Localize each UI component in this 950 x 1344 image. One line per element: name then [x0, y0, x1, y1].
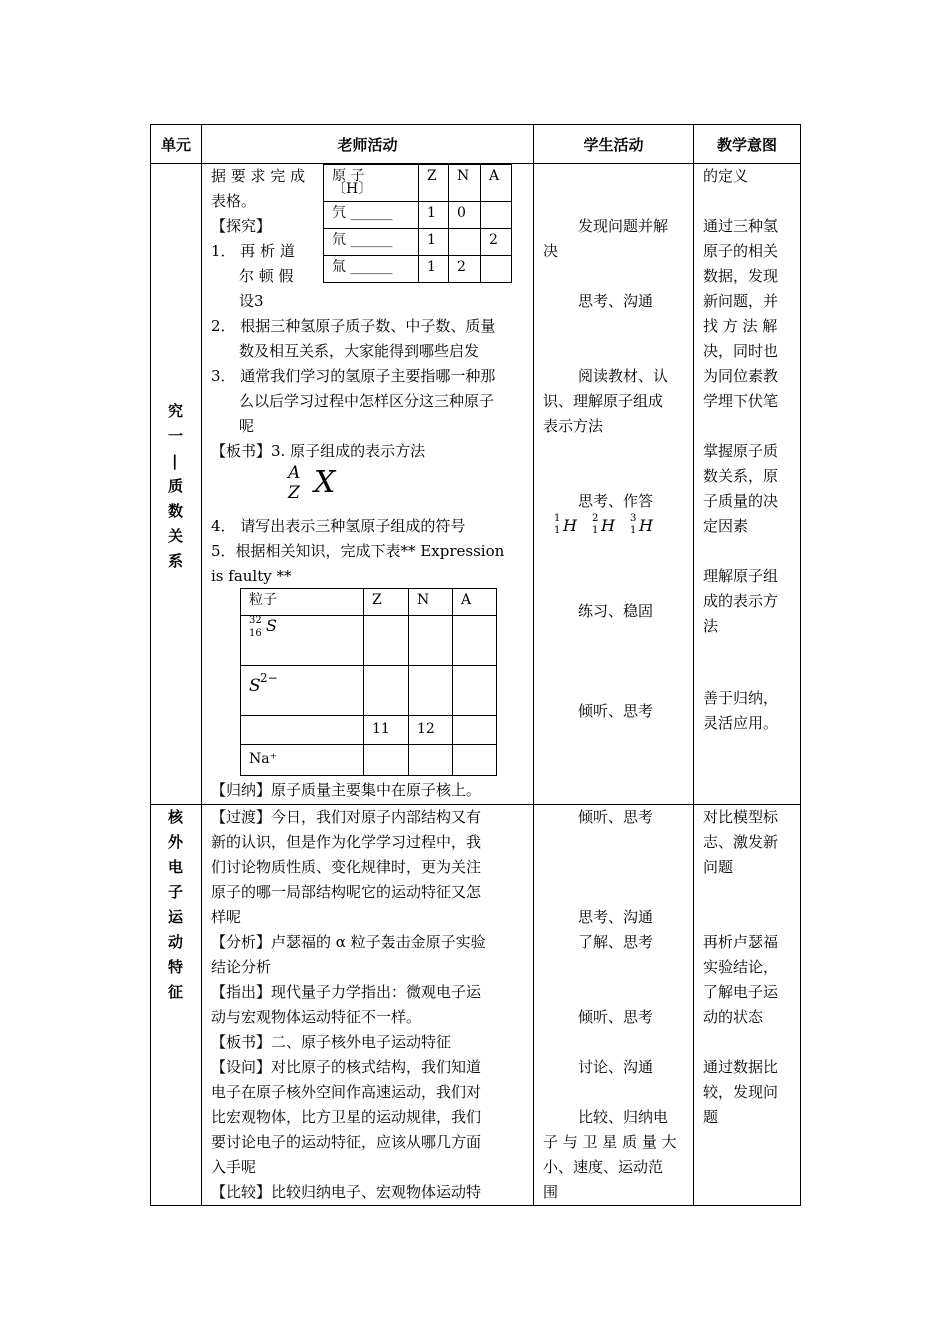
intent-text: 实验结论，: [703, 958, 779, 976]
teacher-text: 们讨论物质性质、变化规律时，更为关注: [211, 858, 482, 876]
teacher-text: 【板书】二、原子核外电子运动特征: [211, 1033, 452, 1051]
student-text: 倾听、思考: [578, 1008, 654, 1026]
student-text: 阅读教材、认: [578, 367, 669, 385]
particle-header: A: [453, 589, 497, 616]
header-intent: 教学意图: [694, 125, 801, 164]
student-text: 表示方法: [543, 417, 604, 435]
teacher-text: 表格。: [211, 192, 257, 210]
student-text: 思考、沟通: [578, 908, 654, 926]
header-row: [151, 125, 801, 164]
student-cell-2: [534, 805, 694, 1206]
header-student: 学生活动: [534, 125, 694, 164]
teacher-text: 1． 再 析 道: [211, 242, 295, 260]
sulfur-32-symbol: 32 16 S: [249, 615, 277, 639]
teacher-cell-2: [202, 805, 534, 1206]
unit-char: 系: [168, 552, 184, 570]
teacher-text: 要讨论电子的运动特征，应该从哪几方面: [211, 1133, 482, 1151]
intent-text: 学埋下伏笔: [703, 392, 779, 410]
teacher-text: 原子的哪一局部结构呢它的运动特征又怎: [211, 883, 482, 901]
particle-table: [240, 588, 497, 776]
student-text: 小、速度、运动范: [543, 1158, 664, 1176]
h-table-header-z: Z: [419, 165, 449, 202]
nuclide-formula: A Z X: [288, 463, 336, 503]
intent-text: 掌握原子质: [703, 442, 779, 460]
particle-row: 11 12: [241, 716, 497, 745]
unit-char: 一: [168, 427, 184, 445]
teacher-text: 么以后学习过程中怎样区分这三种原子: [239, 392, 495, 410]
unit-char: |: [172, 452, 178, 470]
student-text: 子 与 卫 星 质 量 大: [543, 1133, 677, 1151]
unit-char: 电: [168, 858, 184, 876]
intent-text: 问题: [703, 858, 734, 876]
teacher-text: 样呢: [211, 908, 242, 926]
intent-text: 对比模型标: [703, 808, 779, 826]
unit-cell-1: [151, 164, 202, 805]
teacher-text: 【设问】对比原子的核式结构，我们知道: [211, 1058, 482, 1076]
intent-text: 原子的相关: [703, 242, 779, 260]
teacher-text: 【过渡】今日，我们对原子内部结构又有: [211, 808, 482, 826]
student-text: 倾听、思考: [578, 808, 654, 826]
unit-char: 数: [168, 502, 184, 520]
teacher-text: 呢: [239, 417, 255, 435]
particle-row: [241, 616, 497, 666]
unit-char: 特: [168, 958, 184, 976]
intent-cell-1: [694, 164, 801, 805]
intent-text: 法: [703, 617, 719, 635]
teacher-text: 尔 顿 假: [239, 267, 294, 285]
particle-header: 粒子: [241, 589, 364, 616]
row-mass-relation: [151, 164, 801, 805]
student-text: 讨论、沟通: [578, 1058, 654, 1076]
unit-char: 外: [168, 833, 184, 851]
unit-char: 关: [168, 527, 184, 545]
intent-text: 较，发现问: [703, 1083, 779, 1101]
teacher-text: 结论分析: [211, 958, 272, 976]
intent-text: 找 方 法 解: [703, 317, 778, 335]
teacher-text: 设3: [239, 292, 264, 310]
unit-char: 核: [168, 808, 184, 826]
intent-text: 成的表示方: [703, 592, 779, 610]
intent-text: 志、激发新: [703, 833, 779, 851]
teacher-text: 5．根据相关知识，完成下表** Expression: [211, 542, 505, 560]
teacher-text: 新的认识，但是作为化学学习过程中，我: [211, 833, 482, 851]
particle-row: Na⁺: [241, 745, 497, 776]
intent-text: 新问题，并: [703, 292, 779, 310]
unit-char: 质: [168, 477, 184, 495]
teacher-text: 数及相互关系，大家能得到哪些启发: [239, 342, 480, 360]
intent-text: 的定义: [703, 167, 749, 185]
teacher-text: 【板书】3. 原子组成的表示方法: [211, 442, 426, 460]
unit-char: 究: [168, 402, 184, 420]
h-table-row: 氚 ______ 1 2: [324, 256, 512, 283]
teacher-text: 【归纳】原子质量主要集中在原子核上。: [211, 781, 482, 799]
intent-text: 通过三种氢: [703, 217, 779, 235]
h-table-row: 氕 ______ 1 0: [324, 202, 512, 229]
student-text: 练习、稳固: [578, 602, 654, 620]
intent-text: 了解电子运: [703, 983, 779, 1001]
h-table-header-atom: 原 子 〔H〕: [324, 165, 419, 202]
intent-text: 子质量的决: [703, 492, 779, 510]
teacher-text: 比宏观物体，比方卫星的运动规律，我们: [211, 1108, 482, 1126]
teacher-text: 2． 根据三种氢原子质子数、中子数、质量: [211, 317, 496, 335]
teacher-text: 【探究】: [211, 217, 272, 235]
intent-text: 动的状态: [703, 1008, 764, 1026]
deuterium-symbol: 2 1 H: [592, 513, 615, 536]
intent-text: 再析卢瑟福: [703, 933, 779, 951]
header-unit: 单元: [151, 125, 202, 164]
sulfide-ion-symbol: S 2−: [249, 671, 278, 696]
particle-row: [241, 666, 497, 716]
intent-text: 善于归纳，: [703, 689, 779, 707]
intent-text: 决，同时也: [703, 342, 779, 360]
header-teacher: 老师活动: [202, 125, 534, 164]
particle-header: N: [409, 589, 453, 616]
particle-header: Z: [364, 589, 409, 616]
intent-text: 通过数据比: [703, 1058, 779, 1076]
student-text: 思考、作答: [578, 492, 654, 510]
unit-char: 运: [168, 908, 184, 926]
teacher-text: 【分析】卢瑟福的 α 粒子轰击金原子实验: [211, 933, 486, 951]
teacher-text: 【指出】现代量子力学指出：微观电子运: [211, 983, 482, 1001]
student-text: 识、理解原子组成: [543, 392, 664, 410]
teacher-text: 动与宏观物体运动特征不一样。: [211, 1008, 422, 1026]
intent-text: 数关系，原: [703, 467, 779, 485]
teacher-text: 4． 请写出表示三种氢原子组成的符号: [211, 517, 466, 535]
student-text: 比较、归纳电: [578, 1108, 669, 1126]
h-table-row: 氘 ______ 1 2: [324, 229, 512, 256]
student-text: 思考、沟通: [578, 292, 654, 310]
unit-char: 动: [168, 933, 184, 951]
hydrogen-symbols: [554, 514, 684, 542]
intent-text: 定因素: [703, 517, 749, 535]
h-table-header-a: A: [481, 165, 512, 202]
intent-text: 数据，发现: [703, 267, 779, 285]
student-text: 发现问题并解: [578, 217, 669, 235]
unit-char: 征: [168, 983, 184, 1001]
lesson-plan-table: [150, 124, 801, 1206]
intent-text: 为同位素教: [703, 367, 779, 385]
teacher-text: 据 要 求 完 成: [211, 167, 306, 185]
student-text: 决: [543, 242, 559, 260]
intent-cell-2: [694, 805, 801, 1206]
student-text: 倾听、思考: [578, 702, 654, 720]
teacher-text: 【比较】比较归纳电子、宏观物体运动特: [211, 1183, 482, 1201]
unit-char: 子: [168, 883, 184, 901]
row-electron-motion: [151, 805, 801, 1206]
teacher-text: 入手呢: [211, 1158, 257, 1176]
unit-cell-2: [151, 805, 202, 1206]
student-text: 围: [543, 1183, 559, 1201]
hydrogen-isotope-table: [323, 164, 512, 283]
student-text: 了解、思考: [578, 933, 654, 951]
student-cell-1: [534, 164, 694, 805]
protium-symbol: 1 1 H: [554, 513, 577, 536]
intent-text: 灵活应用。: [703, 714, 779, 732]
tritium-symbol: 3 1 H: [630, 513, 653, 536]
teacher-text: 3． 通常我们学习的氢原子主要指哪一种那: [211, 367, 496, 385]
teacher-text: 电子在原子核外空间作高速运动，我们对: [211, 1083, 482, 1101]
intent-text: 题: [703, 1108, 719, 1126]
teacher-text: is faulty **: [211, 567, 292, 585]
intent-text: 理解原子组: [703, 567, 779, 585]
teacher-cell-1: [202, 164, 534, 805]
h-table-header-n: N: [449, 165, 481, 202]
